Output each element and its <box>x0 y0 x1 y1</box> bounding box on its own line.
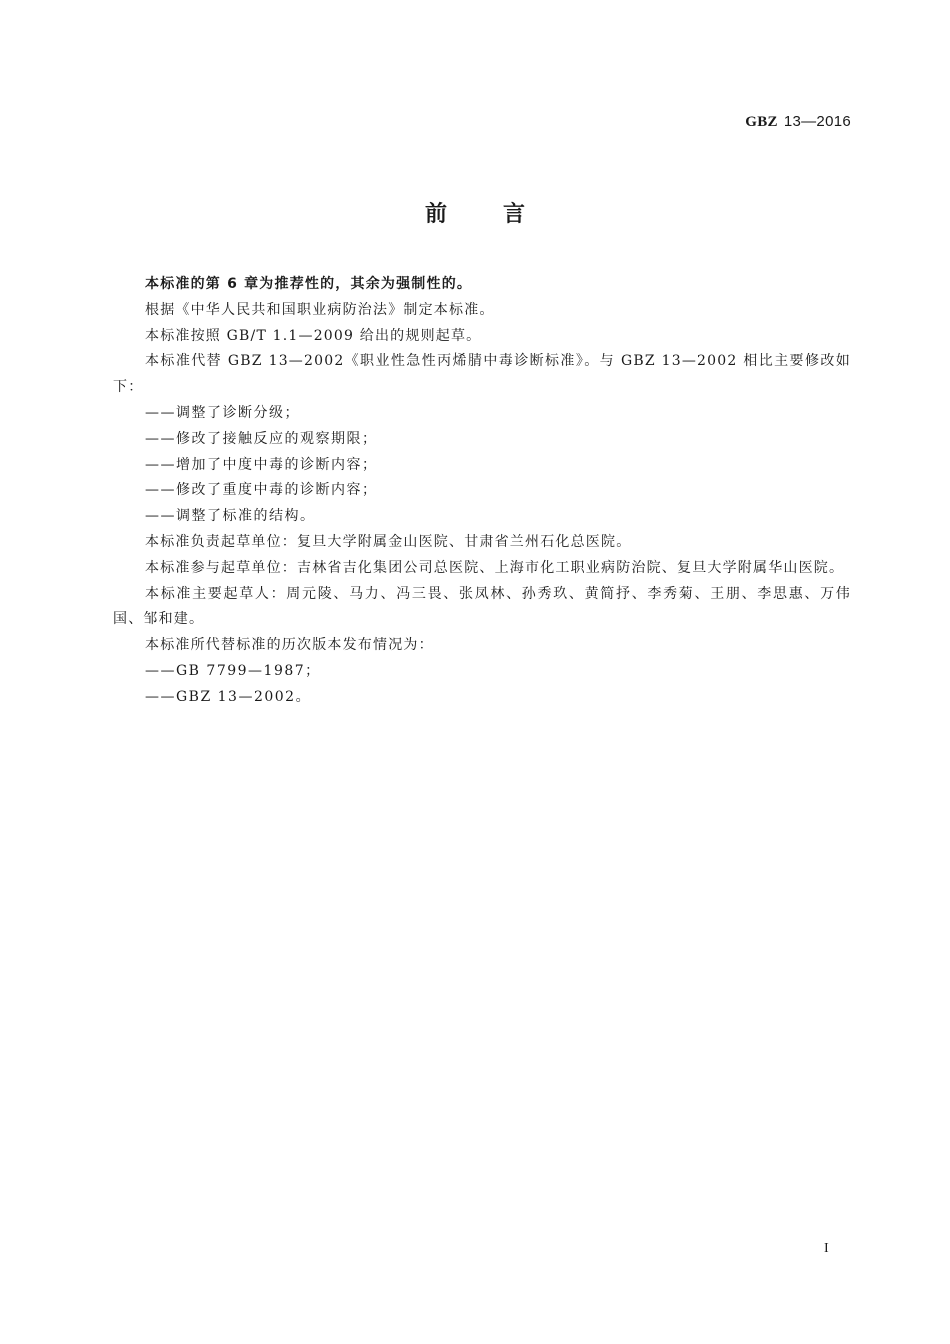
paragraph-main-drafters: 本标准主要起草人：周元陵、马力、冯三畏、张凤林、孙秀玖、黄简抒、李秀菊、王朋、李思惠、万伟国、邹和建。 <box>113 585 851 628</box>
history-version-item: ——GBZ 13—2002。 <box>145 688 312 705</box>
change-item: ——修改了重度中毒的诊断内容； <box>145 482 378 499</box>
paragraph-legal-basis: 根据《中华人民共和国职业病防治法》制定本标准。 <box>145 301 495 318</box>
title-char-1: 前 <box>424 202 447 227</box>
paragraph-replacement: 本标准代替 GBZ 13—2002《职业性急性丙烯腈中毒诊断标准》。与 GBZ 13—2002 相比主要修改如下： <box>113 353 851 396</box>
paragraph-responsible-units: 本标准负责起草单位：复旦大学附属金山医院、甘肃省兰州石化总医院。 <box>145 533 632 550</box>
change-item: ——调整了标准的结构。 <box>145 508 316 525</box>
standard-prefix: GBZ <box>745 114 778 130</box>
title-char-2: 言 <box>503 202 526 227</box>
page-title <box>0 197 950 228</box>
standard-number: 13—2016 <box>783 113 851 130</box>
page-number: I <box>824 1241 829 1256</box>
paragraph-participating-units: 本标准参与起草单位：吉林省吉化集团公司总医院、上海市化工职业病防治院、复旦大学附属华山医院。 <box>145 559 845 576</box>
change-item: ——调整了诊断分级； <box>145 404 300 421</box>
change-item: ——修改了接触反应的观察期限； <box>145 430 378 447</box>
history-version-item: ——GB 7799—1987； <box>145 662 321 679</box>
standard-code-header <box>745 113 851 131</box>
paragraph-history-intro: 本标准所代替标准的历次版本发布情况为： <box>145 637 434 654</box>
paragraph-drafting-rules: 本标准按照 GB/T 1.1—2009 给出的规则起草。 <box>145 327 482 344</box>
foreword-body <box>113 272 851 711</box>
paragraph-mandatory-scope: 本标准的第 6 章为推荐性的，其余为强制性的。 <box>145 276 473 292</box>
change-item: ——增加了中度中毒的诊断内容； <box>145 456 378 473</box>
